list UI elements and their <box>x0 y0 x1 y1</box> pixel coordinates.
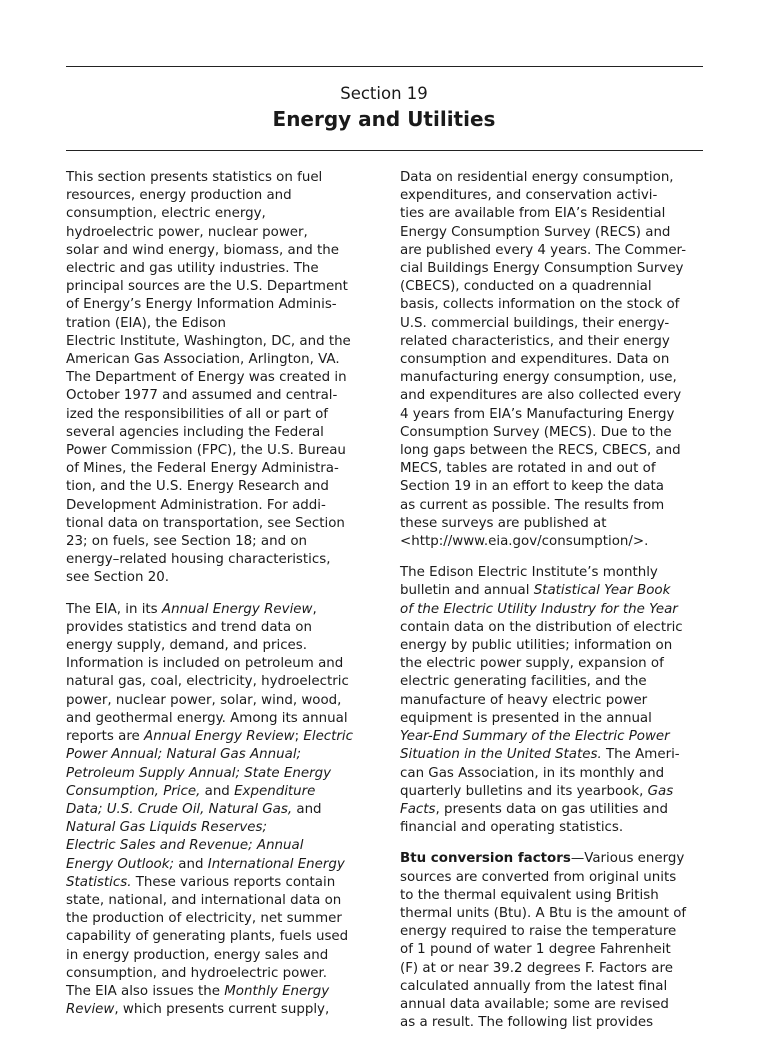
text-line <box>400 564 702 582</box>
publication-title: Annual Energy Review <box>161 601 313 617</box>
text-run: electric generating facilities, and the <box>400 674 647 690</box>
text-run: solar and wind energy, biomass, and the <box>66 242 339 258</box>
text-line <box>400 406 702 424</box>
text-run: 23; on fuels, see Section 18; and on <box>66 534 308 550</box>
text-line <box>66 533 368 551</box>
text-run: as current as possible. The results from <box>400 497 665 513</box>
text-line <box>66 478 368 496</box>
text-line <box>66 892 368 910</box>
text-line <box>400 746 702 764</box>
text-run: October 1977 and assumed and central- <box>66 388 338 404</box>
publication-title: Annual Energy Review <box>144 729 295 745</box>
text-run: manufacture of heavy electric power <box>400 692 648 708</box>
text-run: energy–related housing characteristics, <box>66 552 331 568</box>
header-bottom-rule <box>66 150 703 151</box>
text-line <box>400 996 702 1014</box>
text-line <box>66 315 368 333</box>
text-run: capability of generating plants, fuels used <box>66 929 349 945</box>
text-line <box>66 1001 368 1019</box>
text-line <box>400 819 702 837</box>
publication-title: Natural Gas Liquids Reserves; <box>66 820 267 836</box>
publication-title: Statistics. <box>66 874 132 890</box>
text-line <box>400 978 702 996</box>
publication-title: Gas <box>647 783 674 799</box>
text-run: (F) at or near 39.2 degrees F. Factors are <box>400 960 673 976</box>
text-line <box>400 941 702 959</box>
text-line <box>400 1014 702 1032</box>
text-run: 4 years from EIA’s Manufacturing Energy <box>400 406 675 422</box>
text-line <box>66 296 368 314</box>
text-run: and <box>200 783 235 799</box>
text-run: energy required to raise the temperature <box>400 924 677 940</box>
text-line <box>400 351 702 369</box>
text-line <box>400 205 702 223</box>
text-line <box>66 728 368 746</box>
text-line <box>400 187 702 205</box>
text-line <box>400 728 702 746</box>
text-run: consumption and expenditures. Data on <box>400 352 670 368</box>
publication-title: Statistical Year Book <box>533 583 671 599</box>
publication-title: Review <box>66 1002 115 1018</box>
text-line <box>66 856 368 874</box>
text-run: equipment is presented in the annual <box>400 710 652 726</box>
text-run: tional data on transportation, see Section <box>66 515 345 531</box>
text-line <box>66 983 368 1001</box>
text-run: quarterly bulletins and its yearbook, <box>400 783 648 799</box>
text-line <box>400 424 702 442</box>
text-line <box>66 242 368 260</box>
text-run: the electric power supply, expansion of <box>400 656 664 672</box>
text-line <box>66 601 368 619</box>
publication-title: Consumption, Price, <box>66 783 201 799</box>
text-line <box>400 369 702 387</box>
body-paragraph <box>66 601 368 1020</box>
text-line <box>400 923 702 941</box>
publication-title: Expenditure <box>234 783 316 799</box>
publication-title: Monthly Energy <box>224 983 330 999</box>
body-paragraph <box>66 169 368 588</box>
text-line <box>66 515 368 533</box>
text-run: hydroelectric power, nuclear power, <box>66 224 308 240</box>
text-run: thermal units (Btu). A Btu is the amount of <box>400 905 687 921</box>
text-run: , which presents current supply, <box>114 1002 330 1018</box>
text-line <box>66 569 368 587</box>
text-run: long gaps between the RECS, CBECS, and <box>400 443 681 459</box>
publication-title: Situation in the United States. <box>400 747 602 763</box>
text-run: state, national, and international data on <box>66 892 342 908</box>
text-run: Section 19 in an effort to keep the data <box>400 479 664 495</box>
text-line <box>400 783 702 801</box>
text-run: expenditures, and conservation activi- <box>400 188 658 204</box>
run-in-heading: Btu conversion factors <box>400 851 571 867</box>
text-run: basis, collects information on the stock of <box>400 297 680 313</box>
text-line <box>400 478 702 496</box>
text-line <box>66 278 368 296</box>
body-paragraph <box>400 564 702 837</box>
text-line <box>66 874 368 892</box>
text-run: annual data available; some are revised <box>400 996 669 1012</box>
text-run: MECS, tables are rotated in and out of <box>400 461 656 477</box>
body-paragraph <box>400 850 702 1032</box>
text-run: ties are available from EIA’s Residential <box>400 206 666 222</box>
text-run: power, nuclear power, solar, wind, wood, <box>66 692 342 708</box>
text-run: cial Buildings Energy Consumption Survey <box>400 261 684 277</box>
text-line <box>66 260 368 278</box>
text-line <box>66 637 368 655</box>
text-run: Energy Consumption Survey (RECS) and <box>400 224 671 240</box>
publication-title: Electric <box>303 729 354 745</box>
text-line <box>400 533 702 551</box>
text-line <box>400 460 702 478</box>
text-line <box>66 928 368 946</box>
text-line <box>66 551 368 569</box>
text-line <box>66 205 368 223</box>
text-line <box>400 673 702 691</box>
text-run: and geothermal energy. Among its annual <box>66 710 348 726</box>
text-line <box>400 869 702 887</box>
text-line <box>66 710 368 728</box>
text-line <box>400 515 702 533</box>
text-run: natural gas, coal, electricity, hydroelectric <box>66 674 349 690</box>
text-line <box>66 369 368 387</box>
text-line <box>66 497 368 515</box>
publication-title: Electric Sales and Revenue; Annual <box>66 838 304 854</box>
text-run: Consumption Survey (MECS). Due to the <box>400 424 672 440</box>
text-line <box>400 333 702 351</box>
text-run: Electric Institute, Washington, DC, and the <box>66 333 351 349</box>
text-run: Information is included on petroleum and <box>66 656 344 672</box>
text-run: The Ameri- <box>601 747 680 763</box>
text-run: American Gas Association, Arlington, VA. <box>66 352 340 368</box>
left-text-column <box>66 169 368 1032</box>
text-run: The Department of Energy was created in <box>66 370 347 386</box>
text-line <box>66 910 368 928</box>
text-run: and <box>174 856 208 872</box>
text-run: Power Commission (FPC), the U.S. Bureau <box>66 443 346 459</box>
text-run: ized the responsibilities of all or part of <box>66 406 329 422</box>
text-run: This section presents statistics on fuel <box>66 170 323 185</box>
text-run: Data on residential energy consumption, <box>400 170 674 185</box>
text-run: of Energy’s Energy Information Adminis- <box>66 297 337 313</box>
text-run: provides statistics and trend data on <box>66 619 312 635</box>
text-line <box>66 746 368 764</box>
text-line <box>400 260 702 278</box>
text-run: contain data on the distribution of electric <box>400 619 683 635</box>
text-run: consumption, and hydroelectric power. <box>66 965 328 981</box>
text-run: U.S. commercial buildings, their energy- <box>400 315 670 331</box>
publication-title: Facts <box>400 801 436 817</box>
text-line <box>400 655 702 673</box>
text-line <box>66 765 368 783</box>
text-run: principal sources are the U.S. Department <box>66 279 348 295</box>
publication-title: Year-End Summary of the Electric Power <box>400 729 670 745</box>
text-run: , presents data on gas utilities and <box>435 801 668 817</box>
text-line <box>400 442 702 460</box>
text-run: —Various energy <box>570 851 685 867</box>
text-run: can Gas Association, in its monthly and <box>400 765 665 781</box>
text-line <box>66 673 368 691</box>
header-top-rule <box>66 66 703 67</box>
text-run: these surveys are published at <box>400 515 607 531</box>
text-run: tration (EIA), the Edison <box>66 315 226 331</box>
text-run: financial and operating statistics. <box>400 820 624 836</box>
text-line <box>400 905 702 923</box>
text-run: several agencies including the Federal <box>66 424 324 440</box>
text-line <box>66 837 368 855</box>
text-line <box>400 619 702 637</box>
text-line <box>66 947 368 965</box>
text-run: in energy production, energy sales and <box>66 947 329 963</box>
text-run: to the thermal equivalent using British <box>400 887 659 903</box>
text-run: tion, and the U.S. Energy Research and <box>66 479 329 495</box>
text-run: sources are converted from original units <box>400 869 677 885</box>
publication-title: Power Annual; Natural Gas Annual; <box>66 747 302 763</box>
text-line <box>400 224 702 242</box>
text-run: Development Administration. For addi- <box>66 497 326 513</box>
text-run: The Edison Electric Institute’s monthly <box>400 565 658 581</box>
text-line <box>66 655 368 673</box>
text-line <box>400 296 702 314</box>
text-line <box>66 460 368 478</box>
text-line <box>400 582 702 600</box>
text-run: The EIA, in its <box>66 601 162 617</box>
text-line <box>400 497 702 515</box>
text-line <box>400 637 702 655</box>
text-line <box>66 424 368 442</box>
publication-title: of the Electric Utility Industry for the Year <box>400 601 678 617</box>
text-line <box>66 801 368 819</box>
text-line <box>400 692 702 710</box>
text-line <box>400 387 702 405</box>
text-run: These various reports contain <box>131 874 336 890</box>
text-line <box>400 601 702 619</box>
text-run: ; <box>294 729 304 745</box>
text-run: and <box>292 801 322 817</box>
text-line <box>400 315 702 333</box>
text-run: resources, energy production and <box>66 188 292 204</box>
text-line <box>66 187 368 205</box>
text-line <box>400 801 702 819</box>
text-line <box>66 965 368 983</box>
text-run: reports are <box>66 729 145 745</box>
right-text-column <box>400 169 702 1045</box>
text-line <box>400 887 702 905</box>
publication-title: Data; U.S. Crude Oil, Natural Gas, <box>66 801 293 817</box>
text-line <box>66 387 368 405</box>
text-line <box>66 619 368 637</box>
text-run: energy supply, demand, and prices. <box>66 638 308 654</box>
publication-title: International Energy <box>207 856 345 872</box>
text-line <box>66 819 368 837</box>
text-run: consumption, electric energy, <box>66 206 266 222</box>
text-run: manufacturing energy consumption, use, <box>400 370 677 386</box>
text-run: The EIA also issues the <box>66 983 225 999</box>
text-run: related characteristics, and their energy <box>400 333 670 349</box>
text-run: are published every 4 years. The Commer- <box>400 242 687 258</box>
text-run: (CBECS), conducted on a quadrennial <box>400 279 652 295</box>
section-title: Energy and Utilities <box>272 107 496 131</box>
text-line <box>66 783 368 801</box>
text-run: as a result. The following list provides <box>400 1015 654 1031</box>
text-run: of Mines, the Federal Energy Administra- <box>66 461 339 477</box>
text-line <box>66 169 368 187</box>
text-run: electric and gas utility industries. The <box>66 261 319 277</box>
text-line <box>66 224 368 242</box>
text-line <box>66 351 368 369</box>
text-run: <http://www.eia.gov/consumption/>. <box>400 534 649 550</box>
text-run: of 1 pound of water 1 degree Fahrenheit <box>400 942 671 958</box>
text-run: energy by public utilities; information on <box>400 638 673 654</box>
text-line <box>66 333 368 351</box>
text-run: , <box>312 601 317 617</box>
section-number: Section 19 <box>340 84 428 103</box>
text-line <box>66 692 368 710</box>
text-line <box>66 406 368 424</box>
publication-title: Petroleum Supply Annual; State Energy <box>66 765 332 781</box>
text-run: see Section 20. <box>66 570 170 586</box>
text-line <box>400 278 702 296</box>
text-line <box>400 850 702 868</box>
body-paragraph <box>400 169 702 551</box>
text-line <box>400 960 702 978</box>
text-line <box>400 765 702 783</box>
text-run: calculated annually from the latest final <box>400 978 668 994</box>
text-line <box>400 169 702 187</box>
text-line <box>400 242 702 260</box>
text-run: and expenditures are also collected every <box>400 388 682 404</box>
text-line <box>400 710 702 728</box>
text-run: bulletin and annual <box>400 583 534 599</box>
text-run: the production of electricity, net summer <box>66 911 342 927</box>
text-line <box>66 442 368 460</box>
publication-title: Energy Outlook; <box>66 856 175 872</box>
